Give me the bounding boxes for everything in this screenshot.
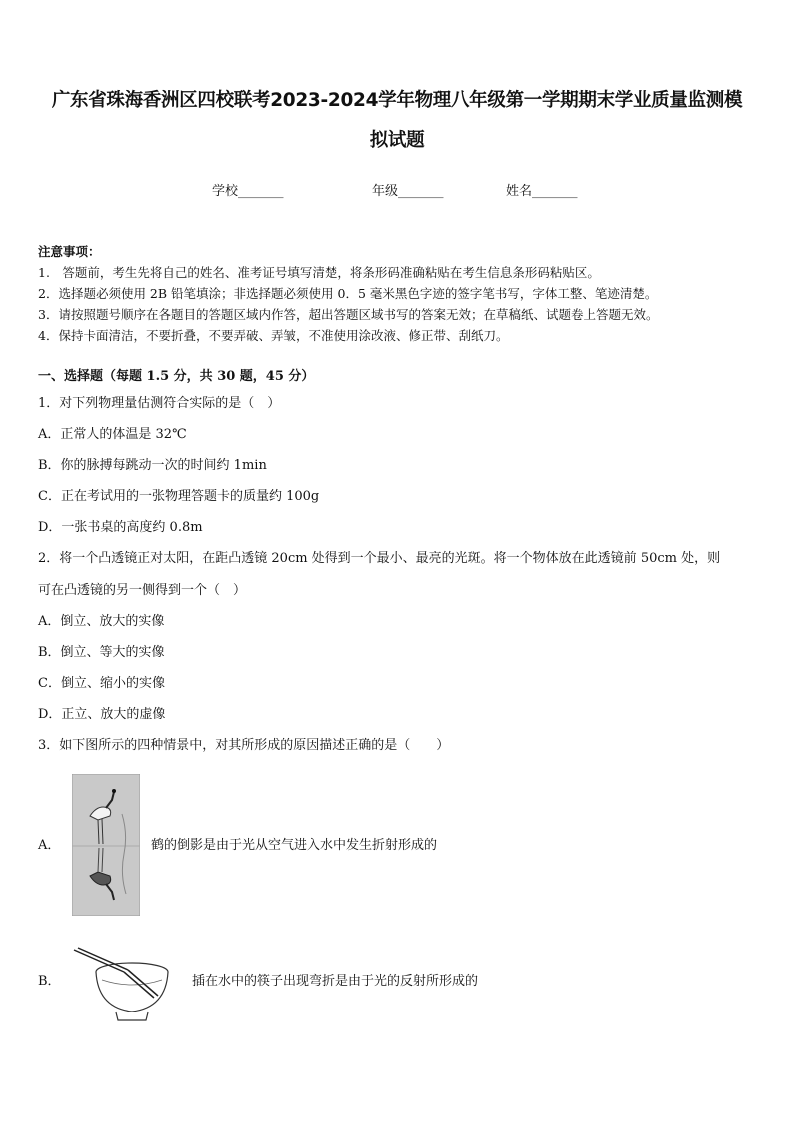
- q3-option-a-text: 鹤的倒影是由于光从空气进入水中发生折射形成的: [151, 838, 438, 853]
- question-3-stem: 3．如下图所示的四种情景中，对其所形成的原因描述正确的是（ ）: [38, 738, 450, 753]
- q3-option-b-label: B．: [38, 974, 61, 989]
- name-field[interactable]: 姓名_______: [506, 184, 578, 199]
- q1-option-c: C．正在考试用的一张物理答题卡的质量约 100g: [38, 489, 320, 504]
- grade-field[interactable]: 年级_______: [372, 184, 444, 199]
- q3-option-a-label: A．: [38, 838, 61, 853]
- q1-option-a: A．正常人的体温是 32℃: [38, 427, 187, 442]
- notice-item: 1. 答题前，考生先将自己的姓名、准考证号填写清楚，将条形码准确粘贴在考生信息条形码粘贴区。: [38, 265, 600, 280]
- school-field[interactable]: 学校_______: [212, 184, 284, 199]
- notice-item: 4．保持卡面清洁，不要折叠，不要弄破、弄皱，不准使用涂改液、修正带、刮纸刀。: [38, 328, 509, 343]
- q3-option-b-text: 插在水中的筷子出现弯折是由于光的反射所形成的: [192, 974, 479, 989]
- crane-reflection-image: [72, 774, 140, 916]
- page-title-line1: 广东省珠海香洲区四校联考2023-2024学年物理八年级第一学期期末学业质量监测模: [51, 90, 743, 111]
- q2-option-a: A．倒立、放大的实像: [38, 614, 165, 629]
- page-title-line2: 拟试题: [369, 130, 425, 151]
- question-2-stem-cont: 可在凸透镜的另一侧得到一个（ ）: [38, 583, 247, 598]
- section-heading: 一、选择题（每题 1.5 分，共 30 题，45 分）: [38, 369, 315, 384]
- q2-option-d: D．正立、放大的虚像: [38, 707, 166, 722]
- q2-option-c: C．倒立、缩小的实像: [38, 676, 165, 691]
- question-2-stem: 2．将一个凸透镜正对太阳，在距凸透镜 20cm 处得到一个最小、最亮的光斑。将一个物体放在此透镜前 50cm 处，则: [38, 551, 721, 566]
- q2-option-b: B．倒立、等大的实像: [38, 645, 165, 660]
- notice-item: 3．请按照题号顺序在各题目的答题区域内作答，超出答题区域书写的答案无效；在草稿纸、试题卷上答题无效。: [38, 307, 659, 322]
- notice-heading: 注意事项：: [38, 244, 101, 259]
- q1-option-d: D．一张书桌的高度约 0.8m: [38, 520, 203, 535]
- question-1-stem: 1．对下列物理量估测符合实际的是（ ）: [38, 396, 281, 411]
- q1-option-b: B．你的脉搏每跳动一次的时间约 1min: [38, 458, 267, 473]
- bowl-chopsticks-image: [72, 946, 172, 1026]
- notice-item: 2．选择题必须使用 2B 铅笔填涂；非选择题必须使用 0．5 毫米黑色字迹的签字笔书写，字体工整、笔迹清楚。: [38, 286, 658, 301]
